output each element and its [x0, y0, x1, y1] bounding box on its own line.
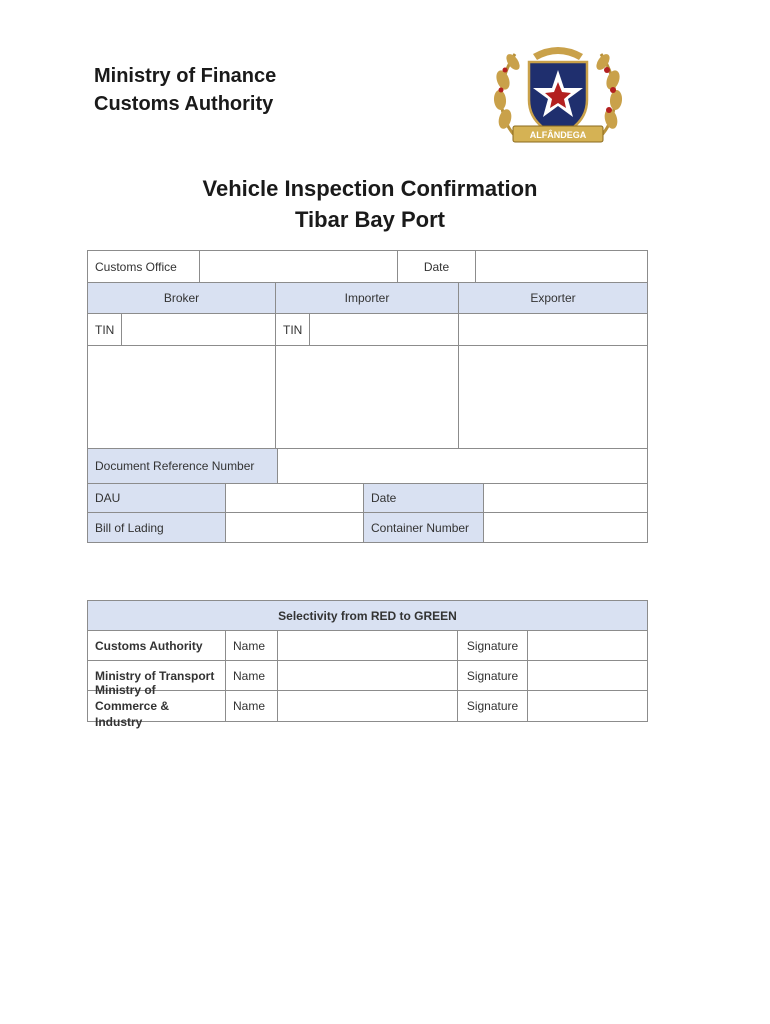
date-field[interactable]	[475, 250, 648, 283]
signature-label: Signature	[457, 630, 528, 661]
form-subtitle: Tibar Bay Port	[295, 207, 445, 232]
authority-commerce-label: Ministry of Commerce & Industry	[87, 690, 226, 722]
name-label: Name	[225, 690, 278, 722]
authority-transport-label: Ministry of Transport	[87, 660, 226, 691]
dau-date-label: Date	[363, 483, 484, 513]
importer-header: Importer	[275, 282, 459, 314]
dau-date-field[interactable]	[483, 483, 648, 513]
commerce-signature-field[interactable]	[527, 690, 648, 722]
org-authority: Customs Authority	[94, 93, 274, 115]
signature-label: Signature	[457, 660, 528, 691]
doc-ref-field[interactable]	[277, 448, 648, 484]
name-label: Name	[225, 630, 278, 661]
dau-field[interactable]	[225, 483, 364, 513]
dau-label: DAU	[87, 483, 226, 513]
exporter-header: Exporter	[458, 282, 648, 314]
customs-signature-field[interactable]	[527, 630, 648, 661]
container-number-label: Container Number	[363, 512, 484, 543]
importer-details-field[interactable]	[275, 345, 459, 449]
broker-details-field[interactable]	[87, 345, 276, 449]
organization-header	[94, 62, 276, 118]
broker-header: Broker	[87, 282, 276, 314]
transport-signature-field[interactable]	[527, 660, 648, 691]
importer-tin-label: TIN	[275, 313, 310, 346]
doc-ref-label: Document Reference Number	[87, 448, 278, 484]
commerce-name-field[interactable]	[277, 690, 458, 722]
exporter-details-field[interactable]	[458, 345, 648, 449]
container-number-field[interactable]	[483, 512, 648, 543]
customs-office-field[interactable]	[199, 250, 398, 283]
bill-of-lading-label: Bill of Lading	[87, 512, 226, 543]
transport-name-field[interactable]	[277, 660, 458, 691]
broker-tin-label: TIN	[87, 313, 122, 346]
signature-label: Signature	[457, 690, 528, 722]
form-title: Vehicle Inspection Confirmation	[202, 176, 538, 201]
date-label: Date	[397, 250, 476, 283]
authority-customs-label: Customs Authority	[87, 630, 226, 661]
customs-office-label: Customs Office	[87, 250, 200, 283]
exporter-tin-field[interactable]	[458, 313, 648, 346]
svg-text:ALFÂNDEGA: ALFÂNDEGA	[529, 130, 587, 140]
selectivity-heading: Selectivity from RED to GREEN	[87, 600, 648, 631]
customs-name-field[interactable]	[277, 630, 458, 661]
broker-tin-field[interactable]	[121, 313, 276, 346]
name-label: Name	[225, 660, 278, 691]
alfandega-emblem-icon	[489, 40, 627, 152]
bill-of-lading-field[interactable]	[225, 512, 364, 543]
org-ministry: Ministry of Finance	[94, 65, 277, 87]
importer-tin-field[interactable]	[309, 313, 459, 346]
